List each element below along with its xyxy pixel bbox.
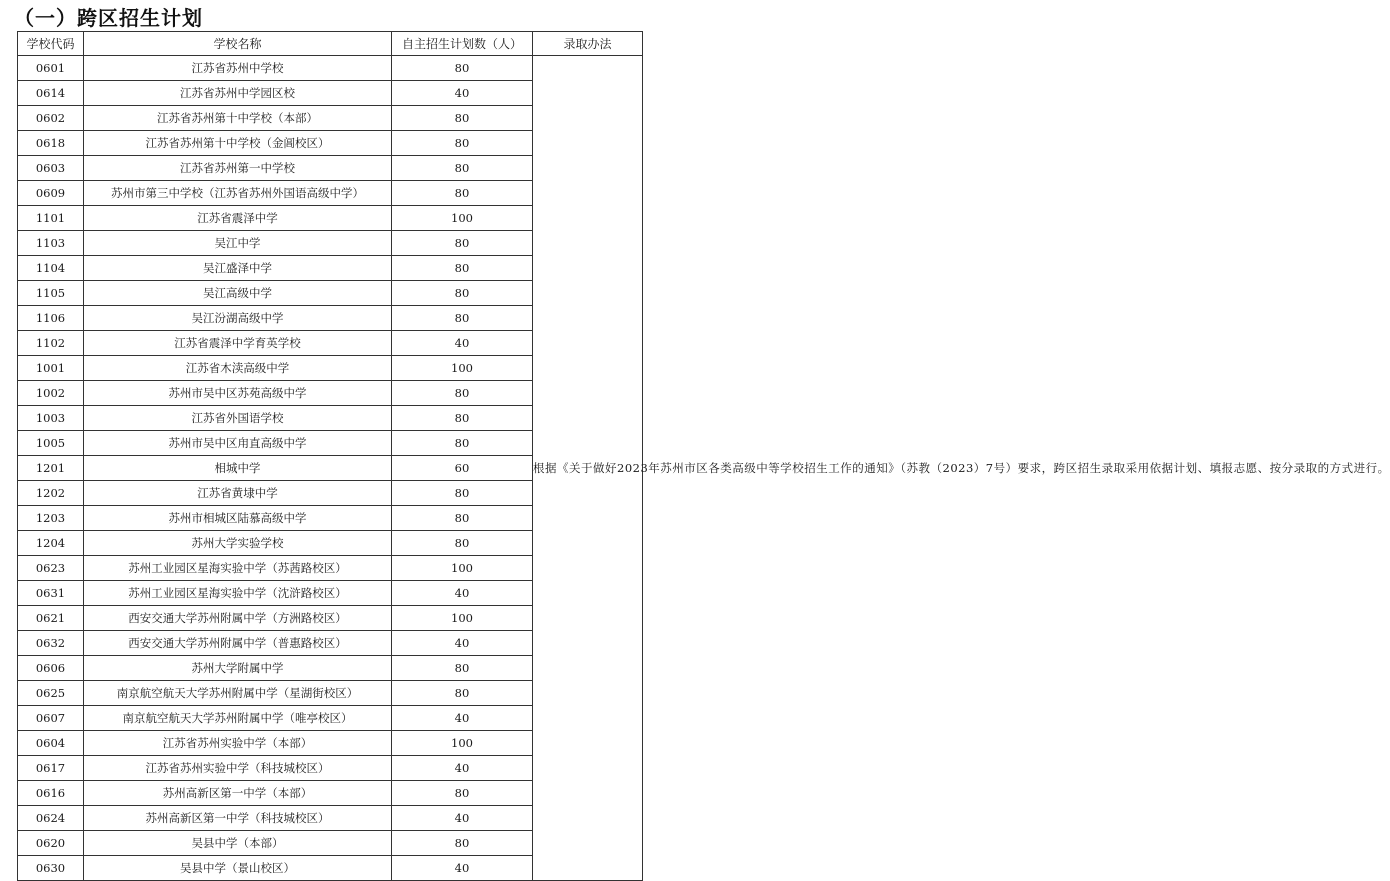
school-code-cell: 1204 — [18, 531, 84, 556]
school-code-cell: 1002 — [18, 381, 84, 406]
quota-cell: 80 — [392, 181, 533, 206]
school-name-cell: 江苏省苏州实验中学（本部） — [84, 731, 392, 756]
school-name-cell: 江苏省黄埭中学 — [84, 481, 392, 506]
school-name-cell: 西安交通大学苏州附属中学（方洲路校区） — [84, 606, 392, 631]
quota-cell: 80 — [392, 156, 533, 181]
quota-cell: 80 — [392, 381, 533, 406]
school-code-cell: 0631 — [18, 581, 84, 606]
school-code-cell: 0602 — [18, 106, 84, 131]
school-code-cell: 0607 — [18, 706, 84, 731]
school-code-cell: 1203 — [18, 506, 84, 531]
school-name-cell: 苏州工业园区星海实验中学（沈浒路校区） — [84, 581, 392, 606]
school-code-cell: 0625 — [18, 681, 84, 706]
school-code-cell: 0630 — [18, 856, 84, 881]
school-name-cell: 苏州市吴中区甪直高级中学 — [84, 431, 392, 456]
quota-cell: 40 — [392, 706, 533, 731]
school-name-cell: 苏州工业园区星海实验中学（苏茜路校区） — [84, 556, 392, 581]
school-name-cell: 江苏省苏州第十中学校（本部） — [84, 106, 392, 131]
school-code-cell: 1202 — [18, 481, 84, 506]
header-quota: 自主招生计划数（人） — [392, 32, 533, 56]
school-name-cell: 南京航空航天大学苏州附属中学（星湖街校区） — [84, 681, 392, 706]
enrollment-plan-table — [17, 31, 1390, 881]
quota-cell: 100 — [392, 356, 533, 381]
school-code-cell: 1102 — [18, 331, 84, 356]
school-code-cell: 1106 — [18, 306, 84, 331]
quota-cell: 40 — [392, 331, 533, 356]
school-name-cell: 吴江中学 — [84, 231, 392, 256]
header-school-name: 学校名称 — [84, 32, 392, 56]
quota-cell: 80 — [392, 131, 533, 156]
school-code-cell: 0609 — [18, 181, 84, 206]
school-name-cell: 江苏省震泽中学育英学校 — [84, 331, 392, 356]
quota-cell: 40 — [392, 631, 533, 656]
quota-cell: 60 — [392, 456, 533, 481]
school-name-cell: 吴江高级中学 — [84, 281, 392, 306]
school-code-cell: 0621 — [18, 606, 84, 631]
school-name-cell: 苏州市吴中区苏苑高级中学 — [84, 381, 392, 406]
school-name-cell: 苏州高新区第一中学（本部） — [84, 781, 392, 806]
school-name-cell: 吴江汾湖高级中学 — [84, 306, 392, 331]
school-name-cell: 江苏省木渎高级中学 — [84, 356, 392, 381]
school-name-cell: 西安交通大学苏州附属中学（普惠路校区） — [84, 631, 392, 656]
school-code-cell: 0624 — [18, 806, 84, 831]
school-code-cell: 0618 — [18, 131, 84, 156]
quota-cell: 100 — [392, 556, 533, 581]
quota-cell: 80 — [392, 256, 533, 281]
school-code-cell: 1201 — [18, 456, 84, 481]
quota-cell: 80 — [392, 406, 533, 431]
school-code-cell: 0623 — [18, 556, 84, 581]
school-code-cell: 0601 — [18, 56, 84, 81]
school-name-cell: 江苏省苏州中学园区校 — [84, 81, 392, 106]
quota-cell: 100 — [392, 206, 533, 231]
school-code-cell: 1103 — [18, 231, 84, 256]
admission-method-cell: 根据《关于做好2023年苏州市区各类高级中等学校招生工作的通知》（苏教（2023）7号）要求，跨区招生录取采用依据计划、填报志愿、按分录取的方式进行。 — [533, 56, 643, 881]
school-name-cell: 吴县中学（本部） — [84, 831, 392, 856]
school-name-cell: 苏州市相城区陆慕高级中学 — [84, 506, 392, 531]
school-name-cell: 江苏省震泽中学 — [84, 206, 392, 231]
school-code-cell: 1005 — [18, 431, 84, 456]
school-name-cell: 江苏省苏州实验中学（科技城校区） — [84, 756, 392, 781]
school-code-cell: 1104 — [18, 256, 84, 281]
school-name-cell: 苏州大学实验学校 — [84, 531, 392, 556]
quota-cell: 40 — [392, 581, 533, 606]
quota-cell: 80 — [392, 431, 533, 456]
school-name-cell: 江苏省苏州第一中学校 — [84, 156, 392, 181]
school-name-cell: 江苏省苏州第十中学校（金阊校区） — [84, 131, 392, 156]
quota-cell: 40 — [392, 856, 533, 881]
section-title: （一）跨区招生计划 — [14, 6, 203, 30]
quota-cell: 80 — [392, 656, 533, 681]
table-row — [18, 56, 643, 81]
quota-cell: 80 — [392, 481, 533, 506]
quota-cell: 40 — [392, 81, 533, 106]
school-code-cell: 0632 — [18, 631, 84, 656]
quota-cell: 80 — [392, 231, 533, 256]
school-name-cell: 吴县中学（景山校区） — [84, 856, 392, 881]
school-name-cell: 苏州大学附属中学 — [84, 656, 392, 681]
school-name-cell: 相城中学 — [84, 456, 392, 481]
school-code-cell: 0616 — [18, 781, 84, 806]
quota-cell: 80 — [392, 106, 533, 131]
school-code-cell: 0606 — [18, 656, 84, 681]
school-name-cell: 南京航空航天大学苏州附属中学（唯亭校区） — [84, 706, 392, 731]
quota-cell: 80 — [392, 306, 533, 331]
school-code-cell: 1003 — [18, 406, 84, 431]
quota-cell: 40 — [392, 756, 533, 781]
school-name-cell: 苏州高新区第一中学（科技城校区） — [84, 806, 392, 831]
quota-cell: 80 — [392, 531, 533, 556]
quota-cell: 100 — [392, 606, 533, 631]
school-name-cell: 苏州市第三中学校（江苏省苏州外国语高级中学） — [84, 181, 392, 206]
school-code-cell: 0617 — [18, 756, 84, 781]
table-body — [18, 56, 1390, 881]
school-code-cell: 0603 — [18, 156, 84, 181]
quota-cell: 80 — [392, 506, 533, 531]
school-code-cell: 1001 — [18, 356, 84, 381]
school-name-cell: 江苏省苏州中学校 — [84, 56, 392, 81]
school-code-cell: 0620 — [18, 831, 84, 856]
school-code-cell: 1105 — [18, 281, 84, 306]
quota-cell: 40 — [392, 806, 533, 831]
quota-cell: 100 — [392, 731, 533, 756]
quota-cell: 80 — [392, 781, 533, 806]
header-admission-method: 录取办法 — [533, 32, 643, 56]
school-name-cell: 吴江盛泽中学 — [84, 256, 392, 281]
quota-cell: 80 — [392, 56, 533, 81]
quota-cell: 80 — [392, 831, 533, 856]
table-header-row — [18, 32, 643, 56]
quota-cell: 80 — [392, 281, 533, 306]
school-name-cell: 江苏省外国语学校 — [84, 406, 392, 431]
school-code-cell: 1101 — [18, 206, 84, 231]
header-school-code: 学校代码 — [18, 32, 84, 56]
school-code-cell: 0614 — [18, 81, 84, 106]
quota-cell: 80 — [392, 681, 533, 706]
school-code-cell: 0604 — [18, 731, 84, 756]
